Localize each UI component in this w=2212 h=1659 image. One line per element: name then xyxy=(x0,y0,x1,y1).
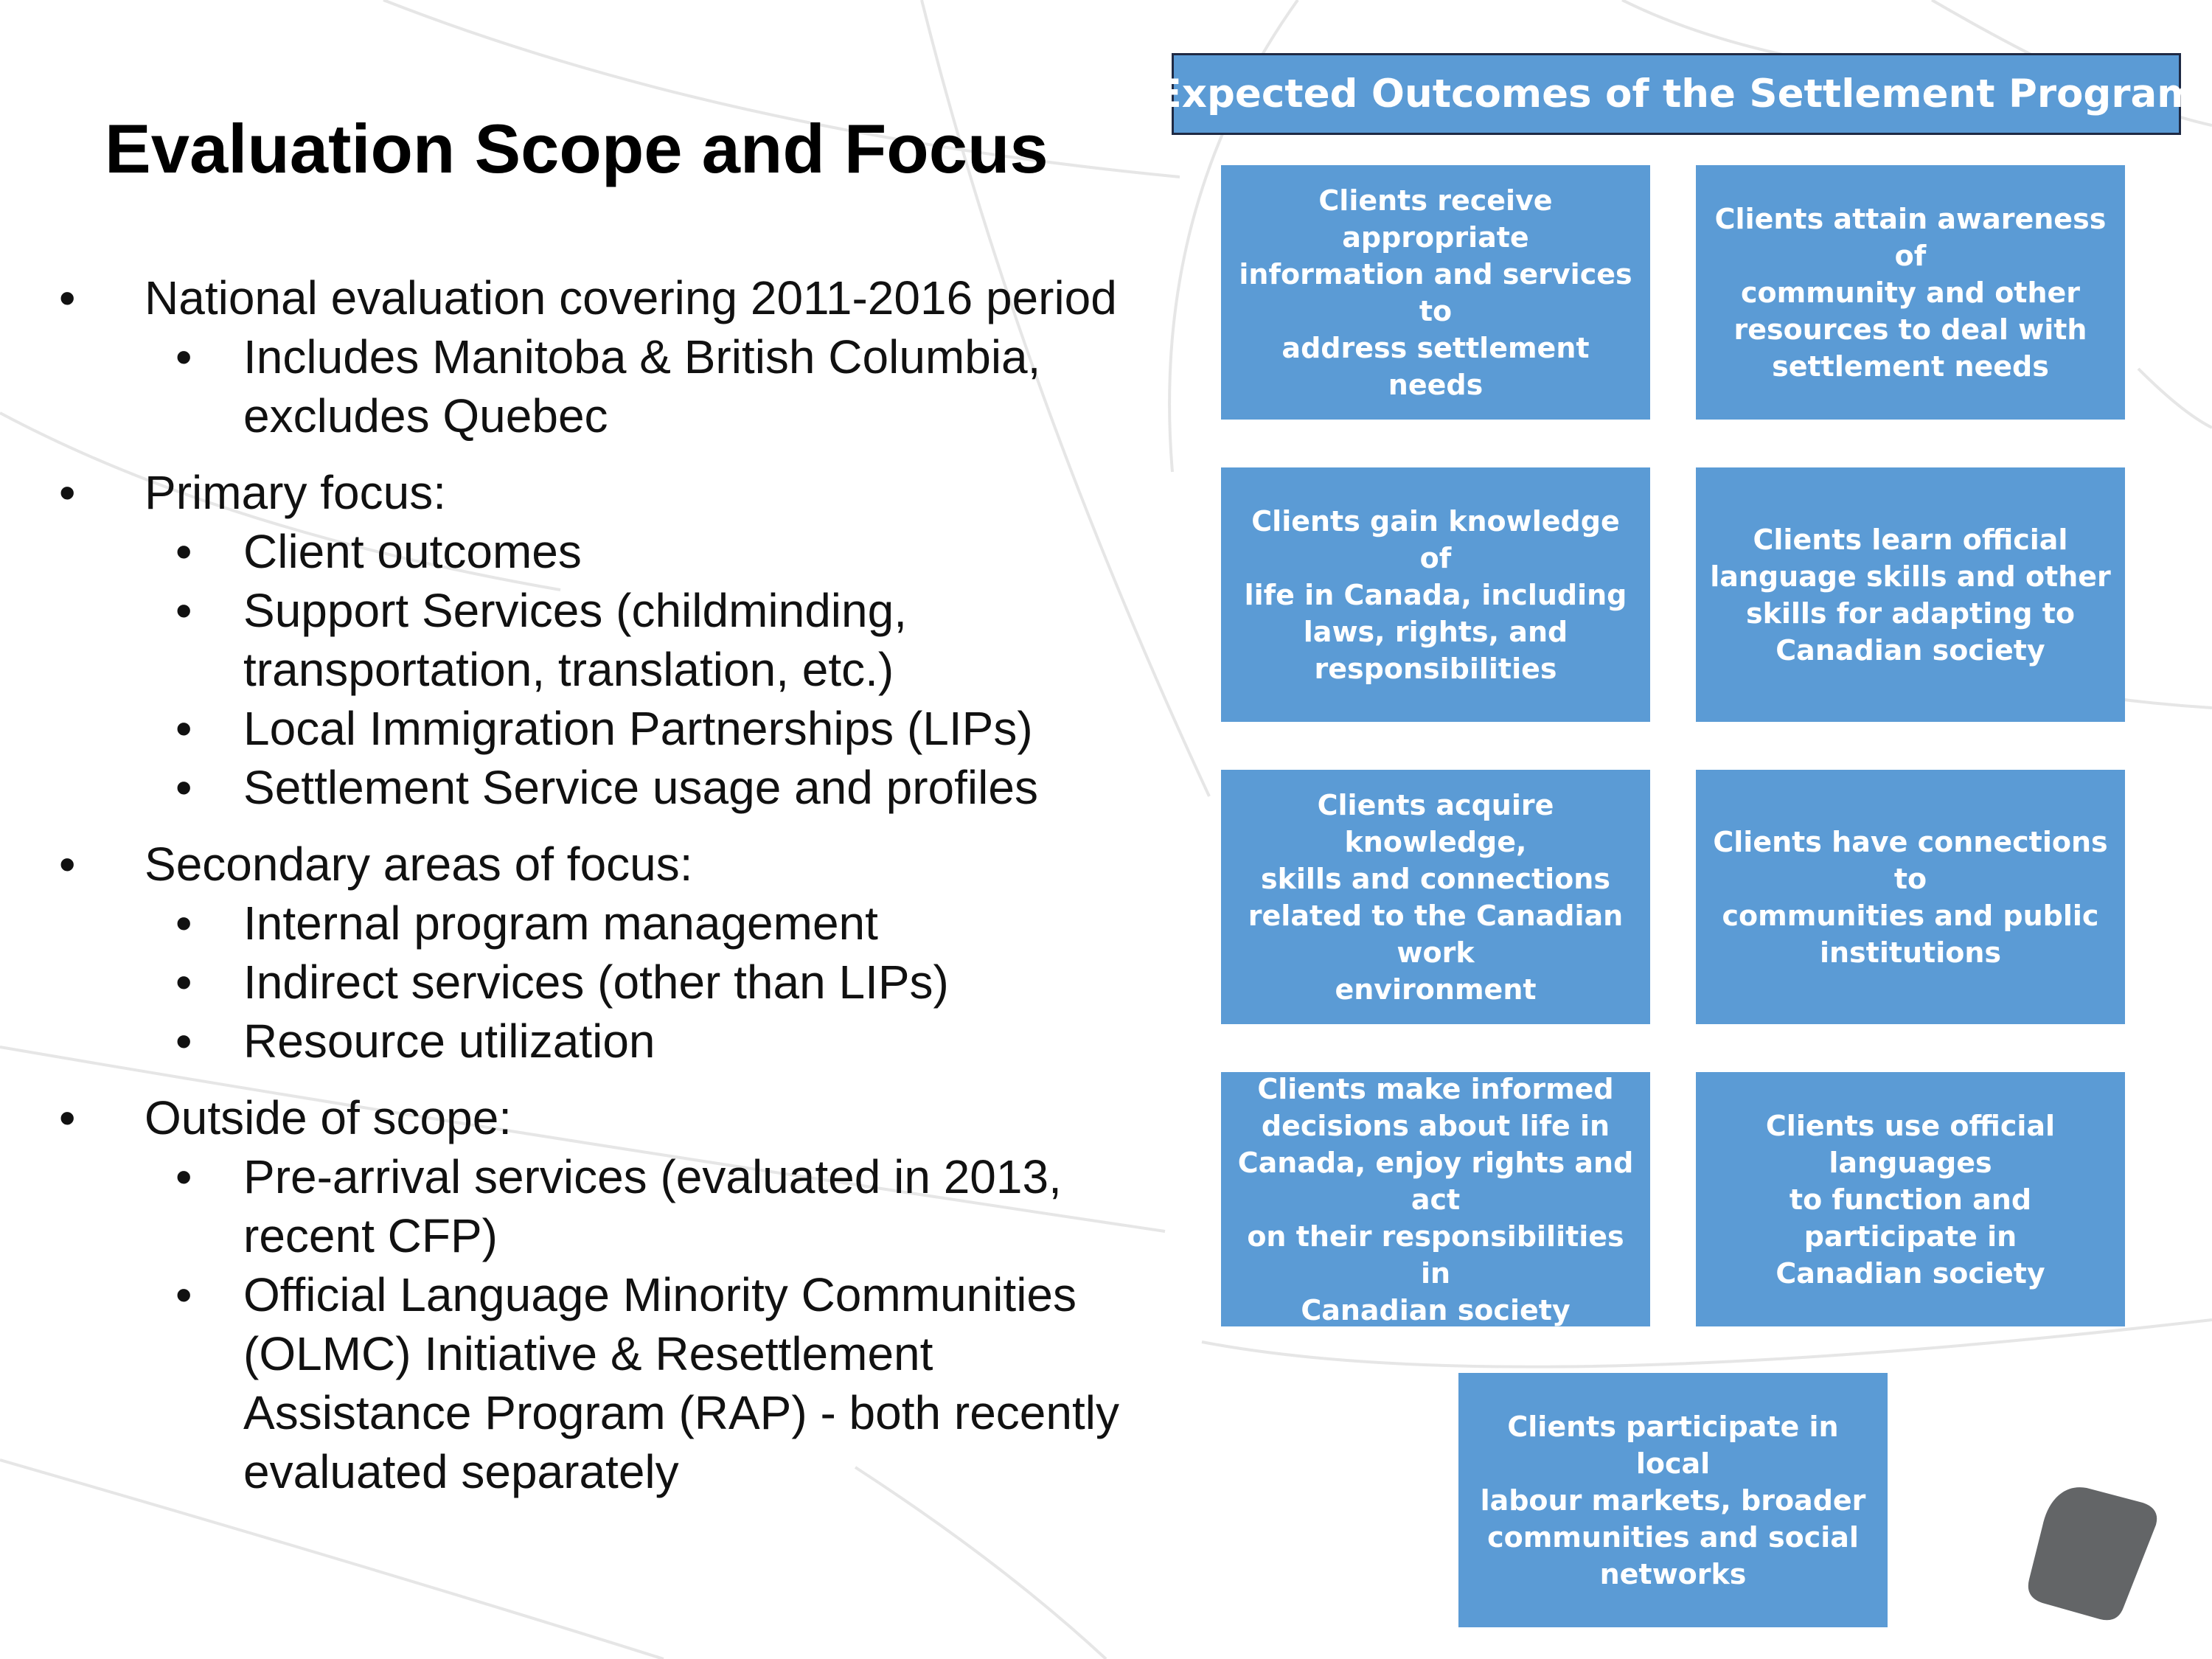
outcome-text-line: skills and connections xyxy=(1261,862,1610,895)
outcome-text-line: Clients attain awareness of xyxy=(1714,202,2107,272)
outcome-text-line: decisions about life in xyxy=(1261,1109,1610,1142)
sub-bullet-text: Settlement Service usage and profiles xyxy=(243,761,1038,814)
outcome-text-line: Canadian society xyxy=(1301,1293,1571,1326)
bullet-dot-icon: • xyxy=(59,271,76,324)
bullet-group-secondary-focus xyxy=(59,835,1180,1071)
outcome-text-line: language skills and other xyxy=(1710,560,2111,593)
sub-bullet-item xyxy=(59,1147,1180,1206)
bullet-dot-icon: • xyxy=(175,525,192,578)
sub-bullet-text: Support Services (childminding, xyxy=(243,584,907,637)
outcome-text-line: institutions xyxy=(1819,936,2002,969)
bullet-dot-icon: • xyxy=(59,1091,76,1144)
page-title: Evaluation Scope and Focus xyxy=(105,110,1048,187)
outcome-text xyxy=(1710,521,2111,669)
bullet-group-national-evaluation xyxy=(59,268,1180,445)
sub-bullet-text: evaluated separately xyxy=(243,1445,679,1498)
sub-bullet-text: Internal program management xyxy=(243,897,878,950)
outcome-text-line: communities and public xyxy=(1722,899,2099,932)
outcome-text xyxy=(1469,1408,1877,1593)
sub-bullet-text: Includes Manitoba & British Columbia, xyxy=(243,330,1041,383)
outcome-text-line: on their responsibilities in xyxy=(1247,1220,1624,1290)
sub-bullet-text: Resource utilization xyxy=(243,1015,655,1068)
sub-bullet-continuation xyxy=(59,1206,1180,1265)
bullet-dot-icon: • xyxy=(175,330,192,383)
outcomes-header: Expected Outcomes of the Settlement Program xyxy=(1172,53,2181,135)
outcome-text-line: Clients learn official xyxy=(1753,523,2068,556)
bullet-dot-icon: • xyxy=(175,1268,192,1321)
outcome-box-language-skills xyxy=(1696,467,2125,722)
bullet-item xyxy=(59,1088,1180,1147)
bullet-dot-icon: • xyxy=(175,1015,192,1068)
sub-bullet-text: (OLMC) Initiative & Resettlement xyxy=(243,1327,933,1380)
sub-bullet-text: transportation, translation, etc.) xyxy=(243,643,894,696)
sub-bullet-item xyxy=(59,699,1180,758)
sub-bullet-item xyxy=(59,581,1180,640)
sub-bullet-item xyxy=(59,1012,1180,1071)
outcome-text-line: networks xyxy=(1599,1557,1747,1590)
rounded-diamond-logo-icon xyxy=(2013,1482,2175,1630)
sub-bullet-continuation xyxy=(59,640,1180,699)
sub-bullet-item xyxy=(59,522,1180,581)
bullet-item xyxy=(59,268,1180,327)
sub-bullet-text: Pre-arrival services (evaluated in 2013, xyxy=(243,1150,1062,1203)
sub-bullet-item xyxy=(59,894,1180,953)
sub-bullet-continuation xyxy=(59,1324,1180,1383)
outcome-text-line: Canada, enjoy rights and act xyxy=(1237,1146,1634,1216)
outcome-text-line: Canadian society xyxy=(1775,633,2045,667)
outcome-text-line: labour markets, broader xyxy=(1480,1484,1866,1517)
bullet-dot-icon: • xyxy=(175,1150,192,1203)
outcome-text-line: environment xyxy=(1335,973,1537,1006)
sub-bullet-item xyxy=(59,758,1180,817)
sub-bullet-continuation xyxy=(59,1442,1180,1501)
outcome-box-work-environment xyxy=(1221,770,1650,1024)
outcome-box-official-languages xyxy=(1696,1072,2125,1326)
outcome-text xyxy=(1231,787,1640,1008)
bullet-text: National evaluation covering 2011-2016 period xyxy=(145,271,1117,324)
outcome-box-labour-markets xyxy=(1458,1373,1888,1627)
outcome-text-line: to function and participate in xyxy=(1789,1183,2032,1253)
sub-bullet-text: Assistance Program (RAP) - both recently xyxy=(243,1386,1119,1439)
outcome-text xyxy=(1706,824,2115,971)
bullet-group-outside-scope xyxy=(59,1088,1180,1501)
outcome-box-life-in-canada xyxy=(1221,467,1650,722)
sub-bullet-continuation xyxy=(59,1383,1180,1442)
outcome-text-line: information and services to xyxy=(1239,257,1632,327)
bullet-dot-icon: • xyxy=(175,761,192,814)
bullet-dot-icon: • xyxy=(175,702,192,755)
bullet-dot-icon: • xyxy=(59,466,76,519)
bullet-dot-icon: • xyxy=(59,838,76,891)
sub-bullet-text: Indirect services (other than LIPs) xyxy=(243,956,949,1009)
outcome-text-line: Canadian society xyxy=(1775,1256,2045,1290)
bullet-dot-icon: • xyxy=(175,956,192,1009)
outcome-text xyxy=(1231,1071,1640,1329)
bullet-text: Outside of scope: xyxy=(145,1091,512,1144)
bullet-group-primary-focus xyxy=(59,463,1180,817)
bullet-text: Secondary areas of focus: xyxy=(145,838,693,891)
sub-bullet-text: recent CFP) xyxy=(243,1209,498,1262)
outcome-text-line: responsibilities xyxy=(1314,652,1557,685)
outcome-text-line: Clients make informed xyxy=(1257,1072,1614,1105)
outcome-text xyxy=(1706,201,2115,385)
outcome-text-line: Clients acquire knowledge, xyxy=(1317,788,1554,858)
outcome-box-community-connections xyxy=(1696,770,2125,1024)
bullet-text: Primary focus: xyxy=(145,466,446,519)
outcome-text-line: communities and social xyxy=(1487,1520,1859,1554)
sub-bullet-text: Local Immigration Partnerships (LIPs) xyxy=(243,702,1033,755)
bullet-dot-icon: • xyxy=(175,584,192,637)
outcome-box-informed-decisions xyxy=(1221,1072,1650,1326)
outcome-text xyxy=(1706,1107,2115,1292)
sub-bullet-text: Client outcomes xyxy=(243,525,582,578)
sub-bullet-item xyxy=(59,1265,1180,1324)
outcome-box-appropriate-information xyxy=(1221,165,1650,420)
outcome-text-line: Clients receive appropriate xyxy=(1318,184,1553,254)
scope-bullet-list xyxy=(59,268,1180,1519)
outcome-text-line: life in Canada, including xyxy=(1244,578,1627,611)
outcome-text-line: Clients gain knowledge of xyxy=(1251,504,1620,574)
outcome-text-line: Clients use official languages xyxy=(1765,1109,2056,1179)
outcome-text-line: Clients participate in local xyxy=(1507,1410,1839,1480)
outcome-text xyxy=(1231,503,1640,687)
sub-bullet-text: excludes Quebec xyxy=(243,389,608,442)
outcome-text-line: settlement needs xyxy=(1772,349,2049,383)
outcome-text-line: skills for adapting to xyxy=(1745,597,2076,630)
outcome-text-line: community and other xyxy=(1740,276,2081,309)
bullet-item xyxy=(59,835,1180,894)
outcome-text-line: related to the Canadian work xyxy=(1248,899,1624,969)
bullet-dot-icon: • xyxy=(175,897,192,950)
outcome-text-line: Clients have connections to xyxy=(1713,825,2108,895)
outcome-text-line: laws, rights, and xyxy=(1303,615,1568,648)
outcome-box-community-awareness xyxy=(1696,165,2125,420)
bullet-item xyxy=(59,463,1180,522)
sub-bullet-continuation xyxy=(59,386,1180,445)
sub-bullet-item xyxy=(59,953,1180,1012)
sub-bullet-text: Official Language Minority Communities xyxy=(243,1268,1077,1321)
sub-bullet-item xyxy=(59,327,1180,386)
outcome-text-line: resources to deal with xyxy=(1733,313,2087,346)
outcome-text xyxy=(1231,182,1640,403)
outcome-text-line: address settlement needs xyxy=(1281,331,1590,401)
